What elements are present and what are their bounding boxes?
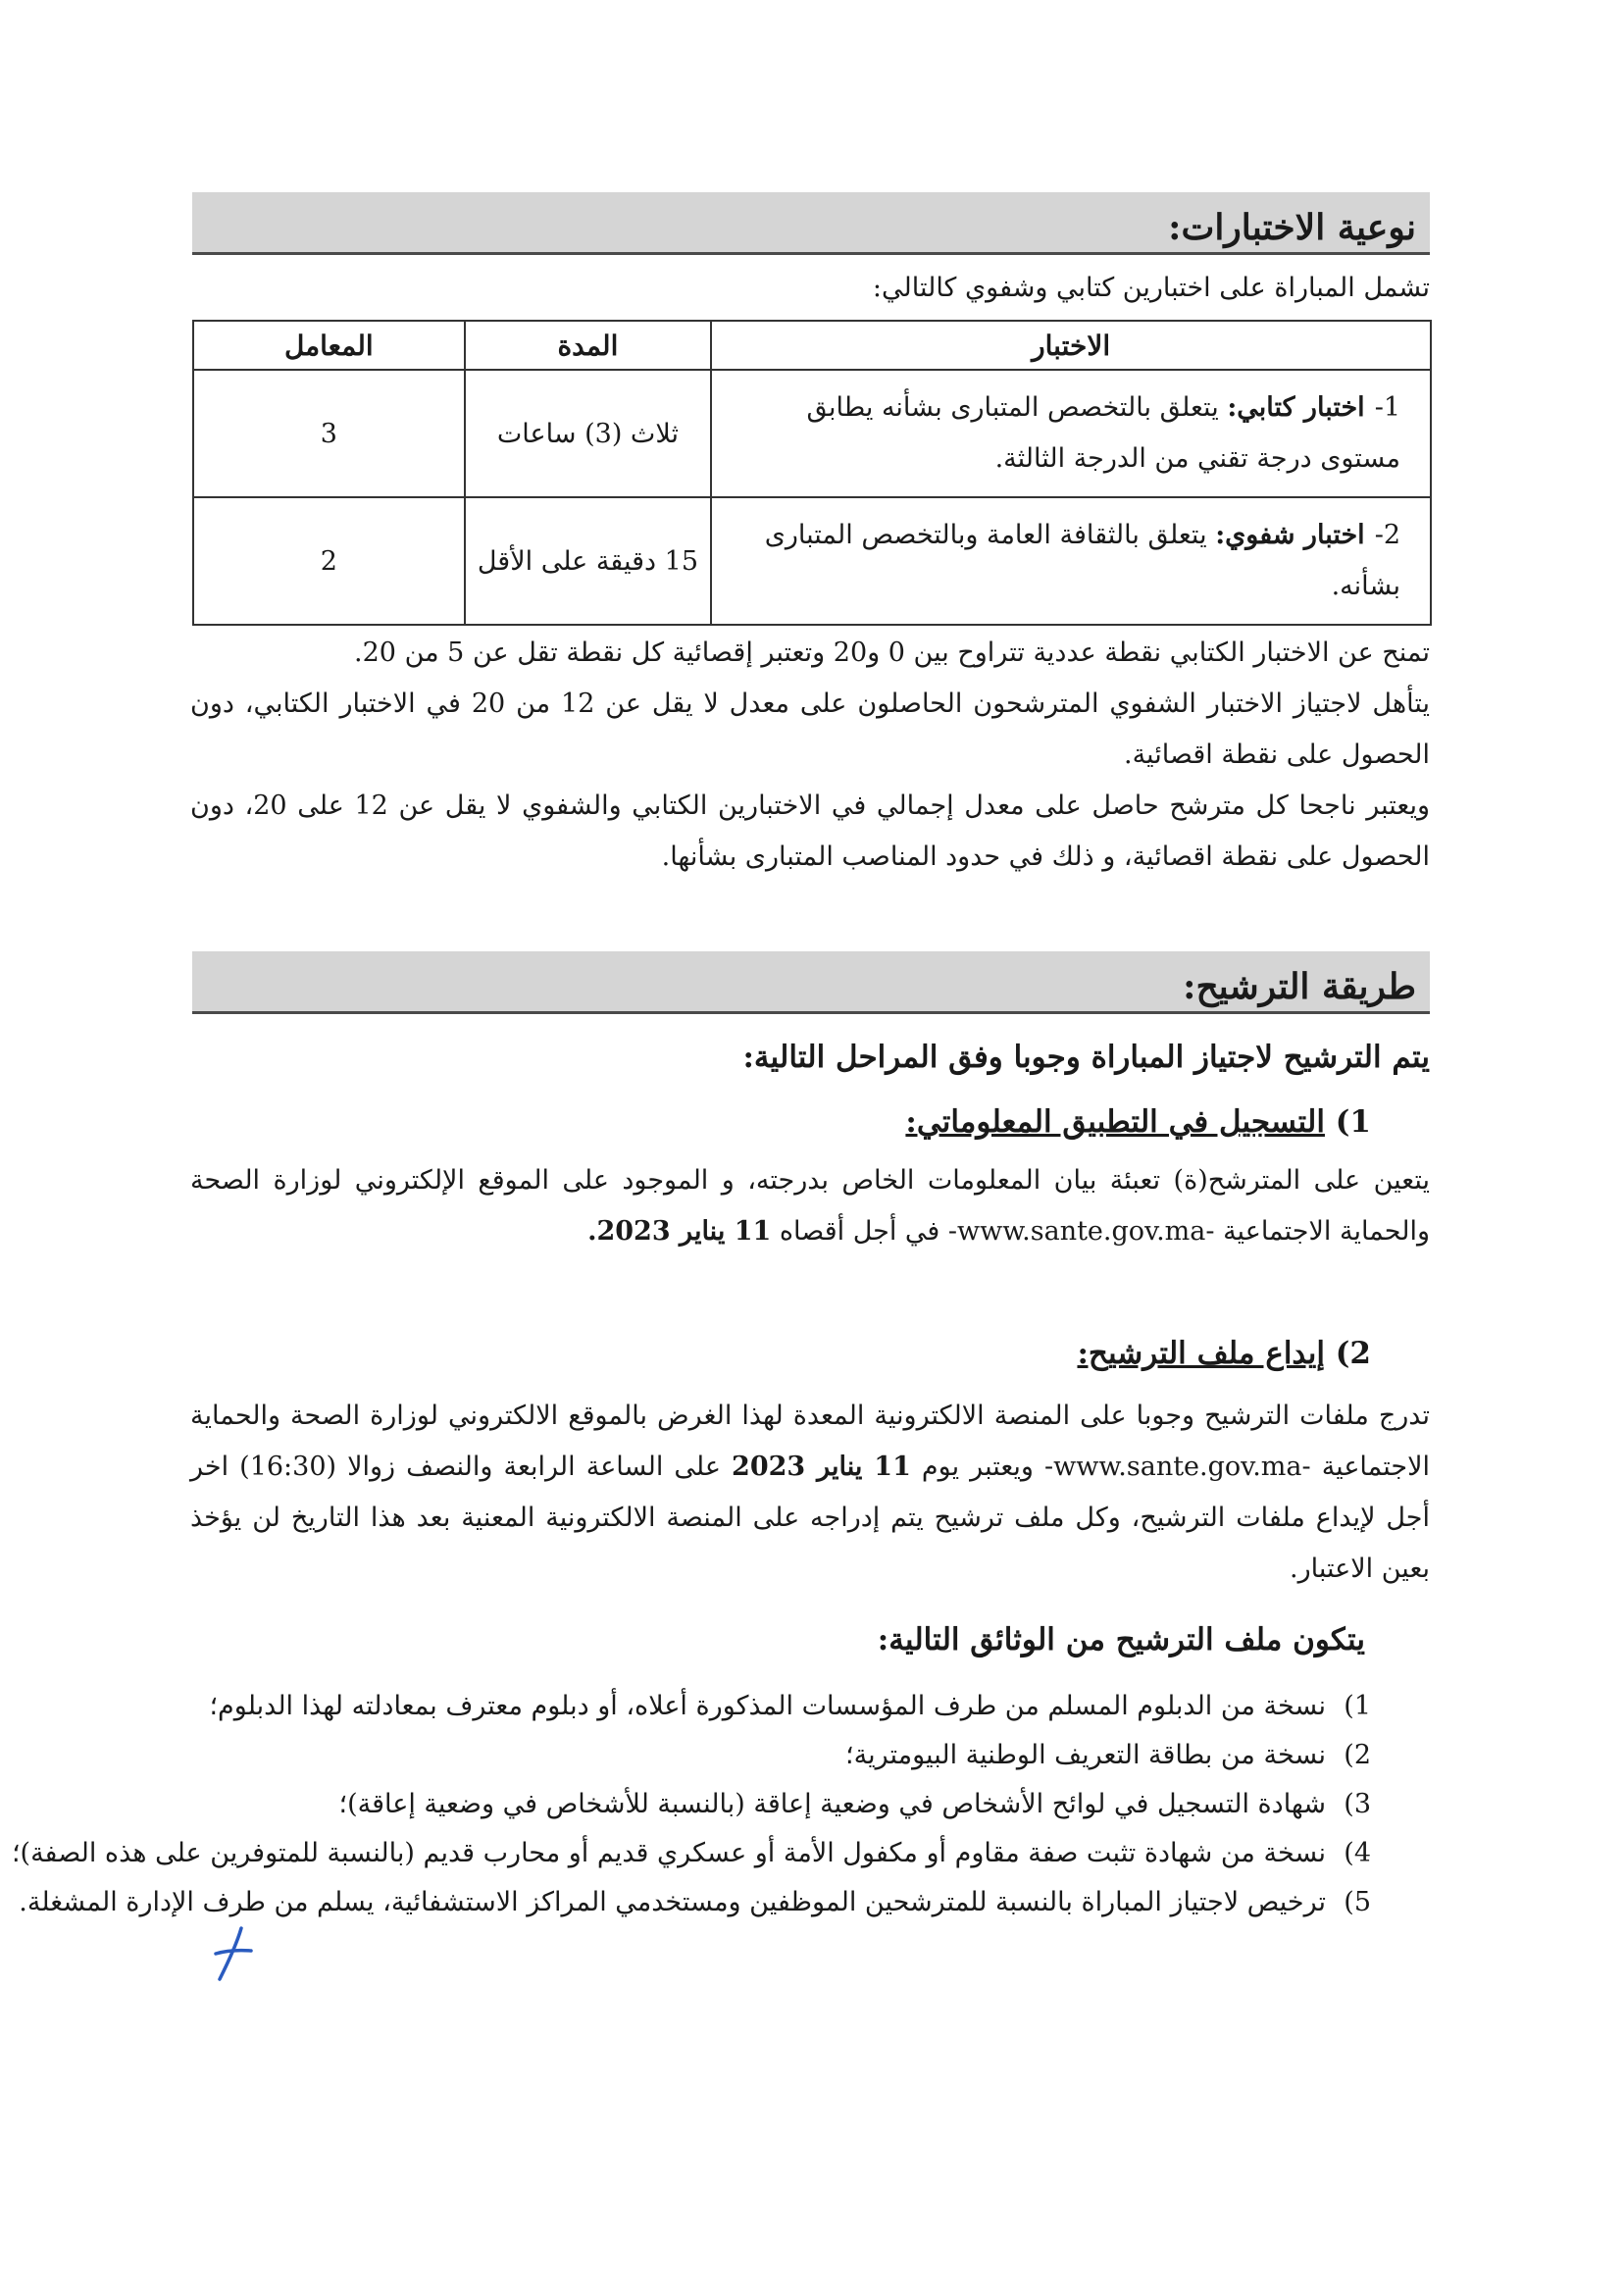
table-row [193,370,1431,497]
exam-text: يتعلق بالثقافة العامة وبالتخصص المتبارى بشأنه. [764,520,1400,601]
section-header-exam-type [192,192,1430,255]
exam-description [711,497,1431,625]
rule-paragraph: يتأهل لاجتياز الاختبار الشفوي المترشحون الحاصلون على معدل لا يقل عن 12 من 20 في الاختبار الكتابي، دون الحصول على نقطة اقصائية. [190,688,1430,770]
table-row [193,497,1431,625]
step2-body-b: على الساعة الرابعة والنصف زوالا (16:30) اخر أجل لإيداع ملفات الترشيح، وكل ملف ترشيح يتم إدراجه على المنصة الالكترونية المعنية بعد هذا التاريخ لن يؤخذ بعين الاعتبار. [190,1452,1430,1584]
exam-label: اختبار كتابي: [1227,392,1365,423]
list-item [175,1682,1371,1731]
item-text: نسخة من الدبلوم المسلم من طرف المؤسسات المذكورة أعلاه، أو دبلوم معترف بمعادلته لهذا الدبلوم؛ [209,1691,1326,1721]
list-item [19,1878,1371,1927]
exam-text: يتعلق بالتخصص المتبارى بشأنه يطابق مستوى درجة تقني من الدرجة الثالثة. [806,392,1400,474]
header-exam: الاختبار [711,321,1431,370]
item-number: 3) [1344,1789,1371,1819]
row-number: 2- [1374,520,1400,550]
step2-date: 11 يناير 2023 [732,1452,911,1482]
handwritten-mark-icon [212,1924,255,1983]
section-heading-candidacy: طريقة الترشيح: [1183,966,1416,1007]
exam-coefficient: 3 [193,370,465,497]
header-duration: المدة [465,321,712,370]
item-text: نسخة من شهادة تثبت صفة مقاوم أو مكفول الأمة أو عسكري قديم أو محارب قديم (بالنسبة للمتوفرين على هذه الصفة)؛ [11,1838,1326,1868]
section-header-candidacy [192,951,1430,1014]
step1-title [905,1104,1371,1140]
item-text: ترخيص لاجتياز المباراة بالنسبة للمترشحين الموظفين ومستخدمي المراكز الاستشفائية، يسلم من طرف الإدارة المشغلة. [19,1887,1326,1917]
item-text: شهادة التسجيل في لوائح الأشخاص في وضعية إعاقة (بالنسبة للأشخاص في وضعية إعاقة)؛ [338,1789,1326,1819]
step2-body-a: تدرج ملفات الترشيح وجوبا على المنصة الالكترونية المعدة لهذا الغرض بالموقع الالكتروني لوزارة الصحة والحماية الاجتماعية -www.sante.gov.ma- ويعتبر يوم [190,1401,1430,1482]
header-coefficient: المعامل [193,321,465,370]
candidacy-lead: يتم الترشيح لاجتياز المباراة وجوبا وفق المراحل التالية: [742,1040,1430,1075]
exam-rules [190,628,1430,883]
step1-number: 1) [1335,1104,1371,1140]
exam-description [711,370,1431,497]
section-heading-exam-type: نوعية الاختبارات: [1168,207,1416,248]
step2-text [190,1391,1430,1595]
step1-body: يتعين على المترشح(ة) تعبئة بيان المعلومات الخاص بدرجته، و الموجود على الموقع الإلكتروني لوزارة الصحة والحماية الاجتماعية -www.sante.gov.ma- في أجل أقصاه [190,1165,1430,1247]
row-number: 1- [1374,392,1400,423]
step2-number: 2) [1335,1336,1371,1371]
step2-title [1077,1336,1371,1371]
item-number: 4) [1344,1838,1371,1868]
item-number: 1) [1344,1691,1371,1721]
docs-list [11,1682,1371,1927]
item-number: 2) [1344,1740,1371,1770]
exam-table [192,320,1432,626]
exam-duration: ثلاث (3) ساعات [465,370,712,497]
list-item [175,1731,1371,1780]
exam-label: اختبار شفوي: [1215,520,1365,550]
step1-heading: التسجيل في التطبيق المعلوماتي: [905,1104,1325,1140]
step1-text [190,1155,1430,1257]
exam-table-header-row [193,321,1431,370]
docs-title: يتكون ملف الترشيح من الوثائق التالية: [877,1622,1365,1657]
rule-paragraph: ويعتبر ناجحا كل مترشح حاصل على معدل إجمالي في الاختبارين الكتابي والشفوي لا يقل عن 12 على 20، دون الحصول على نقطة اقصائية، و ذلك في حدود المناصب المتبارى بشأنها. [190,790,1430,872]
exam-coefficient: 2 [193,497,465,625]
list-item [175,1780,1371,1829]
step1-deadline: 11 يناير 2023. [587,1216,772,1247]
exam-intro: تشمل المباراة على اختبارين كتابي وشفوي كالتالي: [872,273,1430,303]
exam-duration: 15 دقيقة على الأقل [465,497,712,625]
item-number: 5) [1344,1887,1371,1917]
item-text: نسخة من بطاقة التعريف الوطنية البيومترية؛ [845,1740,1326,1770]
rule-paragraph: تمنح عن الاختبار الكتابي نقطة عددية تتراوح بين 0 و20 وتعتبر إقصائية كل نقطة تقل عن 5 من 20. [354,637,1430,668]
list-item [11,1829,1371,1878]
step2-heading: إيداع ملف الترشيح: [1077,1336,1325,1371]
